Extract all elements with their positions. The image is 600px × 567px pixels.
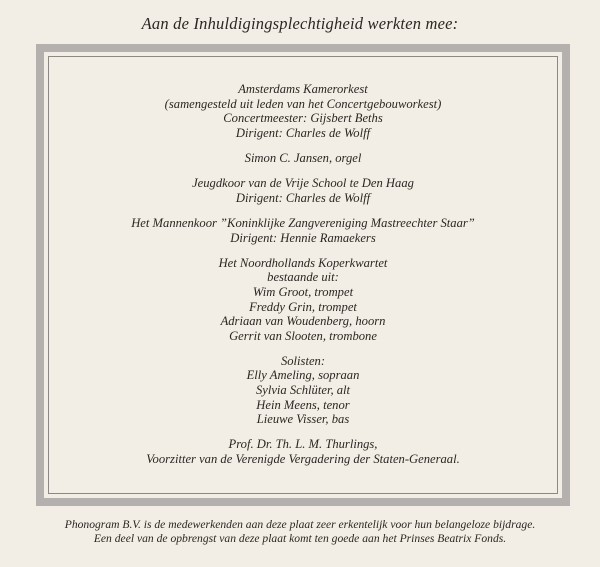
credit-group-organist — [44, 151, 562, 166]
credit-line: Prof. Dr. Th. L. M. Thurlings, — [228, 437, 378, 452]
credit-group-koperkwartet — [44, 256, 562, 344]
credit-line: Jeugdkoor van de Vrije School te Den Haag — [192, 176, 414, 191]
credit-line: Adriaan van Woudenberg, hoorn — [220, 314, 386, 329]
credit-line: Solisten: — [280, 353, 326, 368]
credit-line: Lieuwe Visser, bas — [256, 412, 350, 427]
credit-line: Het Noordhollands Koperkwartet — [218, 255, 388, 270]
credit-line: Wim Groot, trompet — [252, 284, 354, 299]
credit-group-mannenkoor — [44, 216, 562, 245]
credit-group-solisten — [44, 354, 562, 427]
credit-line: Het Mannenkoor ”Koninklijke Zangvereniging Mastreechter Staar” — [131, 215, 475, 230]
credit-line: Elly Ameling, sopraan — [246, 368, 360, 383]
footer-line: Een deel van de opbrengst van deze plaat komt ten goede aan het Prinses Beatrix Fonds. — [93, 532, 507, 546]
credit-line: Concertmeester: Gijsbert Beths — [223, 111, 383, 126]
credit-line: Gerrit van Slooten, trombone — [229, 328, 377, 343]
credit-line: Dirigent: Hennie Ramaekers — [230, 230, 376, 245]
credit-group-voorzitter — [44, 437, 562, 466]
credit-group-jeugdkoor — [44, 176, 562, 205]
footer-line: Phonogram B.V. is de medewerkenden aan deze plaat zeer erkentelijk voor hun belangeloze bijdrage. — [64, 518, 536, 531]
credit-line: Amsterdams Kamerorkest — [238, 82, 368, 96]
credit-line: Dirigent: Charles de Wolff — [235, 125, 371, 140]
credit-line: Simon C. Jansen, orgel — [244, 150, 362, 165]
credit-line: Dirigent: Charles de Wolff — [235, 190, 371, 205]
credit-group-kamerorkest — [44, 82, 562, 140]
footer-note — [0, 518, 600, 546]
credit-line: Voorzitter van de Verenigde Vergadering der Staten-Generaal. — [146, 452, 460, 467]
credit-line: Freddy Grin, trompet — [249, 299, 357, 314]
credit-line: bestaande uit: — [267, 270, 339, 285]
credit-line: Hein Meens, tenor — [256, 397, 350, 412]
credit-line: (samengesteld uit leden van het Concertgebouworkest) — [164, 96, 442, 111]
credit-line: Sylvia Schlüter, alt — [255, 383, 351, 398]
page-heading: Aan de Inhuldigingsplechtigheid werkten mee: — [141, 14, 459, 33]
credits-list — [44, 82, 562, 477]
